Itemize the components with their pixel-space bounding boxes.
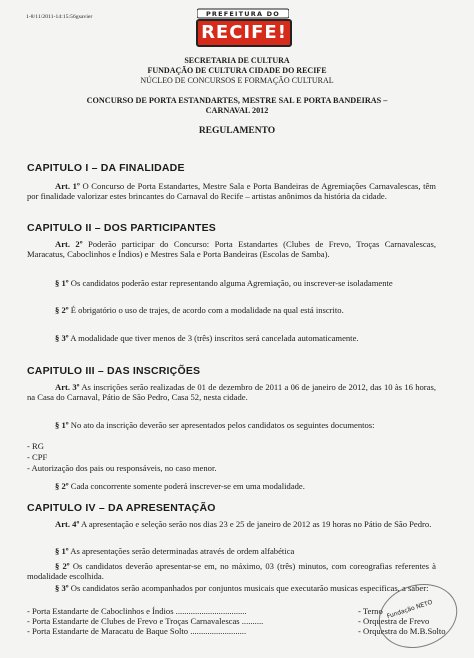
art-4-par-2-label: § 2º [55, 561, 70, 571]
art-4-par-1-label: § 1º [55, 546, 69, 556]
art-2-text: Poderão participar do Concurso: Porta Estandartes (Clubes de Frevo, Troças Carnavalescas, Maracatus, Caboclinhos e Índios) e Mestres Sala e Porta Bandeiras (Escolas de Samba). [27, 239, 436, 260]
music-item-left: - Porta Estandarte de Maracatu de Baque Solto .......................... [27, 626, 247, 636]
art-4-par-3-label: § 3º [55, 583, 69, 593]
art-4-par-2 [27, 561, 436, 581]
art-2-par-2 [27, 305, 436, 315]
logo-word: RECIFE! [196, 19, 292, 47]
fax-stamp: 1-8/11/2011-14:15:56gsavier [26, 14, 93, 20]
chapter-1-title: CAPITULO I – DA FINALIDADE [27, 162, 185, 174]
doc-item-cpf: - CPF [27, 452, 48, 462]
music-item-right: - Terno [358, 606, 383, 616]
art-2-par-1-label: § 1º [55, 278, 69, 288]
art-4 [27, 519, 436, 529]
doc-item-rg: - RG [27, 441, 44, 451]
org-line-3: NÚCLEO DE CONCURSOS E FORMAÇÃO CULTURAL [140, 76, 334, 85]
art-1-label: Art. 1º [55, 181, 80, 191]
music-list-item [27, 606, 383, 616]
art-4-par-1-text: As apresentações serão determinadas através de ordem alfabética [70, 546, 295, 556]
art-1 [27, 181, 436, 201]
art-4-par-2-text: Os candidatos deverão apresentar-se em, no máximo, 03 (três) minutos, com coreografias referentes à modalidade escolhida. [27, 561, 436, 582]
art-3-par-1-text: No ato da inscrição deverão ser apresentados pelos candidatos os seguintes documentos: [70, 420, 375, 430]
chapter-2-title: CAPITULO II – DOS PARTICIPANTES [27, 222, 216, 234]
art-2-par-1 [27, 278, 436, 288]
prefeitura-recife-logo [193, 8, 297, 48]
doc-title-line-1: CONCURSO DE PORTA ESTANDARTES, MESTRE SAL E PORTA BANDEIRAS – [86, 96, 388, 105]
seal-text: Fundação NETO [386, 598, 434, 621]
chapter-3-title: CAPITULO III – DAS INSCRIÇÕES [27, 365, 201, 377]
doc-title-line-2: CARNAVAL 2012 [205, 106, 269, 115]
art-4-par-3-text: Os candidatos serão acompanhados por conjuntos musicais que executarão musicas especificas, a saber: [70, 583, 429, 593]
art-2-par-3-text: A modalidade que tiver menos de 3 (três) inscritos será cancelada automaticamente. [70, 333, 359, 343]
art-2-par-3-label: § 3º [55, 333, 69, 343]
art-2-par-3 [27, 333, 436, 343]
art-3-par-1 [27, 420, 436, 430]
logo-arc [197, 8, 289, 19]
org-line-1: SECRETARIA DE CULTURA [184, 56, 290, 65]
art-3 [27, 382, 436, 402]
art-1-text: O Concurso de Porta Estandartes, Mestre Sala e Porta Bandeiras de Agremiações Carnavalescas, têm por finalidade valorizar estes brincantes do Carnaval do Recife – artistas anônimos da história da cidade. [27, 181, 436, 202]
doc-item-autorizacao: - Autorização dos pais ou responsáveis, no caso menor. [27, 463, 217, 473]
logo-top-text: PREFEITURA DO [205, 10, 281, 19]
art-2-par-2-text: É obrigatório o uso de trajes, de acordo com a modalidade na qual está inscrito. [70, 305, 344, 315]
art-2 [27, 239, 436, 259]
art-4-label: Art. 4º [55, 519, 80, 529]
art-2-label: Art. 2º [55, 239, 83, 249]
org-line-2: FUNDAÇÃO DE CULTURA CIDADE DO RECIFE [147, 66, 327, 75]
art-3-par-2-text: Cada concorrente somente poderá inscrever-se em uma modalidade. [70, 481, 305, 491]
art-3-par-2-label: § 2º [55, 481, 69, 491]
music-list-item [27, 626, 446, 636]
art-3-par-2 [27, 481, 436, 491]
art-3-text: As inscrições serão realizadas de 01 de dezembro de 2011 a 06 de janeiro de 2012, das 10 às 16 horas, na Casa do Carnaval, Pátio de São Pedro, Casa 52, nesta cidade. [27, 382, 436, 403]
music-item-right: - Orquestra do M.B.Solto [358, 626, 446, 636]
music-item-left: - Porta Estandarte de Clubes de Frevo e Troças Carnavalescas .......... [27, 616, 264, 626]
music-item-right: - Orquestra de Frevo [358, 616, 430, 626]
art-4-par-1 [27, 546, 436, 556]
art-3-par-1-label: § 1º [55, 420, 69, 430]
art-4-par-3 [27, 583, 436, 593]
art-4-text: A apresentação e seleção serão nos dias 23 e 25 de janeiro de 2012 as 19 horas no Pátio de São Pedro. [81, 519, 432, 529]
art-2-par-2-label: § 2º [55, 305, 69, 315]
chapter-4-title: CAPITULO IV – DA APRESENTAÇÃO [27, 502, 216, 514]
music-item-left: - Porta Estandarte de Caboclinhos e Índios ................................. [27, 606, 247, 616]
art-3-label: Art. 3º [55, 382, 80, 392]
art-2-par-1-text: Os candidatos poderão estar representando alguma Agremiação, ou inscrever-se isoladamente [70, 278, 393, 288]
regulamento-heading: REGULAMENTO [198, 126, 276, 136]
